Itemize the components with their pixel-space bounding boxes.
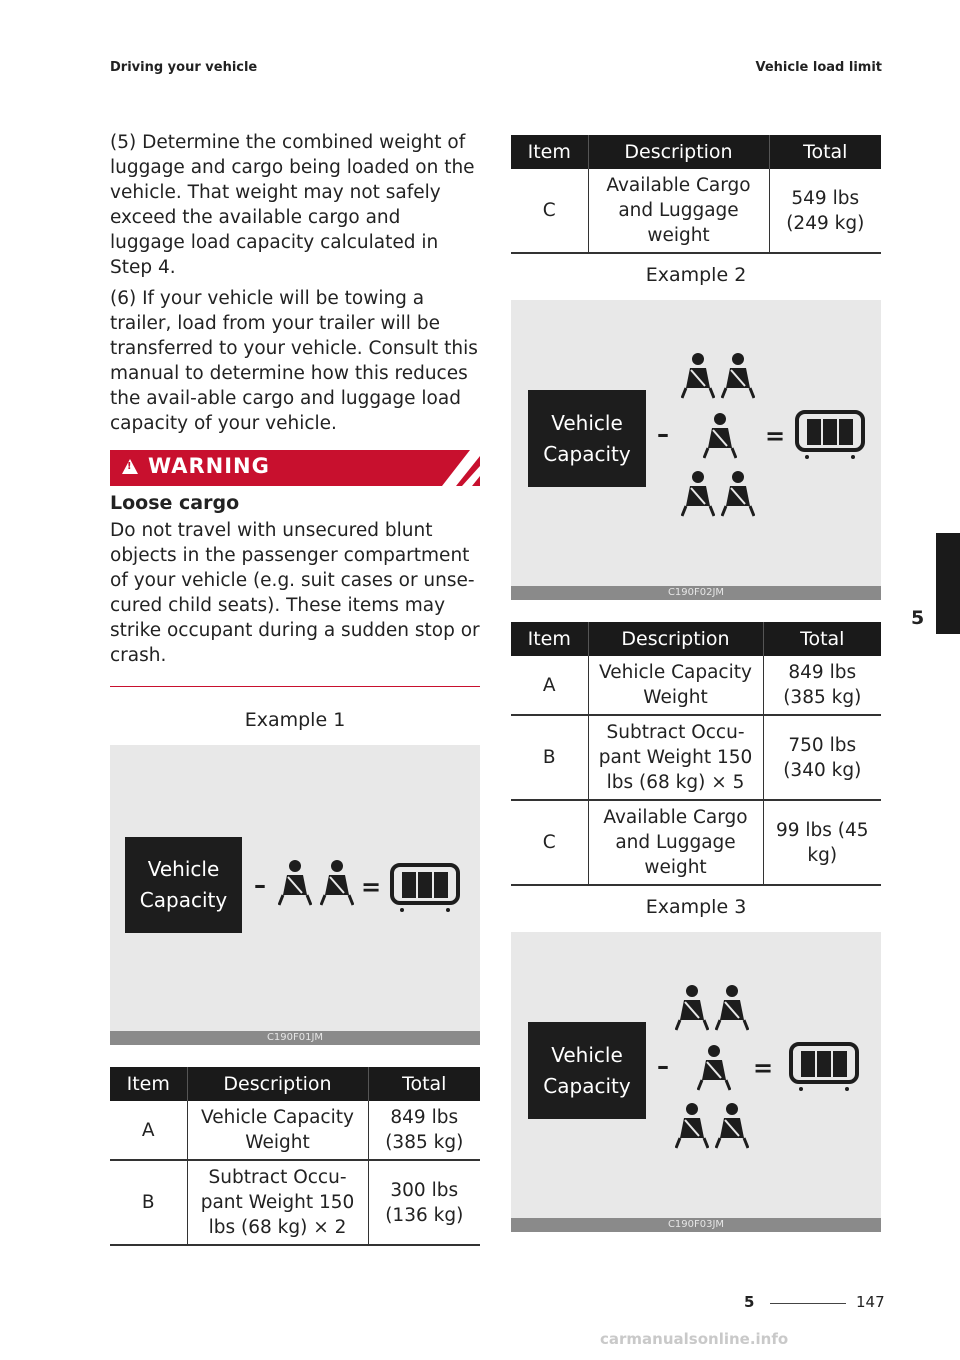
description-cell: Subtract Occu-pant Weight 150 lbs (68 kg) × 2 [187, 1160, 368, 1245]
total-cell: 99 lbs (45 kg) [763, 800, 881, 885]
example-2-title: Example 2 [645, 264, 747, 286]
warning-banner [110, 450, 480, 486]
total-cell: 849 lbs (385 kg) [763, 656, 881, 715]
column-header: Total [763, 622, 881, 656]
item-cell: C [511, 169, 588, 253]
vehicle-capacity-label-line2: Capacity [543, 441, 631, 466]
item-cell: B [511, 715, 588, 800]
vehicle-capacity-label-line2: Capacity [139, 888, 228, 912]
table-header-row [511, 622, 881, 656]
example-1-title: Example 1 [244, 709, 346, 731]
warning-end-rule [110, 686, 480, 687]
vehicle-capacity-label-line1: Vehicle [147, 857, 220, 881]
step-5-paragraph: (5) Determine the combined weight of luggage and cargo being loaded on the vehicle. That weight may not safely exceed the available cargo and luggage load capacity calculated in Step 4. [110, 132, 475, 278]
example-1-table [110, 1067, 480, 1246]
vehicle-capacity-label-line2: Capacity [543, 1073, 631, 1098]
column-header: Description [588, 622, 763, 656]
total-cell: 849 lbs (385 kg) [368, 1101, 480, 1160]
right-column [511, 135, 881, 1232]
warning-stripes-icon [430, 450, 480, 486]
minus-sign: – [254, 871, 266, 899]
seated-occupant-icon [721, 470, 755, 518]
figure-code: C190F01JM [110, 1031, 480, 1045]
equals-sign: = [361, 873, 382, 901]
column-header: Description [187, 1067, 368, 1101]
page-number: 147 [856, 1293, 885, 1311]
chapter-number: 5 [911, 607, 925, 629]
cargo-space-icon [789, 1042, 859, 1092]
item-cell: C [511, 800, 588, 885]
example-3-figure [511, 932, 881, 1232]
item-cell: A [511, 656, 588, 715]
table-row [511, 656, 881, 715]
seated-occupant-icon [681, 352, 715, 400]
seated-occupant-icon [675, 984, 709, 1032]
running-header-topic: Vehicle load limit [755, 60, 882, 75]
seated-occupant-icon [681, 470, 715, 518]
item-cell: A [110, 1101, 187, 1160]
watermark-text: carmanualsonline.info [600, 1330, 789, 1348]
total-cell: 300 lbs (136 kg) [368, 1160, 480, 1245]
figure-code: C190F03JM [511, 1218, 881, 1232]
step-6-paragraph: (6) If your vehicle will be towing a trailer, load from your trailer will be transferred to your vehicle. Consult this manual to determine how this reduces the avail-able cargo and luggage load capacity of your vehicle. [110, 288, 478, 434]
item-cell: B [110, 1160, 187, 1245]
example-2-table [511, 622, 881, 886]
table-row [511, 169, 881, 253]
column-header: Item [511, 135, 588, 169]
seated-occupant-icon [675, 1102, 709, 1150]
table-header-row [110, 1067, 480, 1101]
footer-chapter: 5 [744, 1293, 755, 1311]
seated-occupant-icon [715, 984, 749, 1032]
warning-text: Do not travel with unsecured blunt objects in the passenger compartment of your vehicle (e.g. suit cases or unse-cured child seats). These items may strike occupant during a sudden stop or crash. [110, 520, 480, 666]
column-header: Item [511, 622, 588, 656]
table-row [511, 715, 881, 800]
example-2-figure [511, 300, 881, 600]
column-header: Item [110, 1067, 187, 1101]
minus-sign: – [657, 420, 669, 448]
figure-code: C190F02JM [511, 586, 881, 600]
seated-occupant-icon [278, 859, 312, 907]
equals-sign: = [765, 422, 786, 450]
vehicle-capacity-label-line1: Vehicle [551, 1042, 623, 1067]
example-1-figure [110, 745, 480, 1045]
footer-rule [770, 1303, 846, 1304]
seated-occupant-icon [703, 412, 737, 460]
minus-sign: – [657, 1052, 669, 1080]
vehicle-capacity-box [528, 1022, 646, 1119]
column-header: Description [588, 135, 769, 169]
example-1-table-continued [511, 135, 881, 254]
seated-occupant-icon [697, 1044, 731, 1092]
description-cell: Vehicle Capacity Weight [187, 1101, 368, 1160]
description-cell: Available Cargo and Luggage weight [588, 800, 763, 885]
column-header: Total [368, 1067, 480, 1101]
warning-triangle-icon [122, 459, 138, 474]
cargo-space-icon [795, 410, 865, 460]
table-row [110, 1160, 480, 1245]
seated-occupant-icon [721, 352, 755, 400]
table-row [511, 800, 881, 885]
seated-occupant-icon [715, 1102, 749, 1150]
description-cell: Vehicle Capacity Weight [588, 656, 763, 715]
cargo-space-icon [390, 863, 460, 913]
running-header-section: Driving your vehicle [110, 60, 258, 75]
description-cell: Available Cargo and Luggage weight [588, 169, 769, 253]
table-row [110, 1101, 480, 1160]
warning-subtitle: Loose cargo [110, 492, 240, 514]
example-3-title: Example 3 [645, 896, 747, 918]
column-header: Total [769, 135, 881, 169]
seated-occupant-icon [320, 859, 354, 907]
table-header-row [511, 135, 881, 169]
chapter-tab [936, 533, 960, 634]
vehicle-capacity-box [125, 837, 242, 933]
total-cell: 549 lbs (249 kg) [769, 169, 881, 253]
vehicle-capacity-label-line1: Vehicle [551, 410, 623, 435]
total-cell: 750 lbs (340 kg) [763, 715, 881, 800]
description-cell: Subtract Occu-pant Weight 150 lbs (68 kg) × 5 [588, 715, 763, 800]
equals-sign: = [753, 1054, 774, 1082]
left-column [110, 130, 480, 1246]
vehicle-capacity-box [528, 390, 646, 487]
warning-title: WARNING [148, 454, 270, 478]
